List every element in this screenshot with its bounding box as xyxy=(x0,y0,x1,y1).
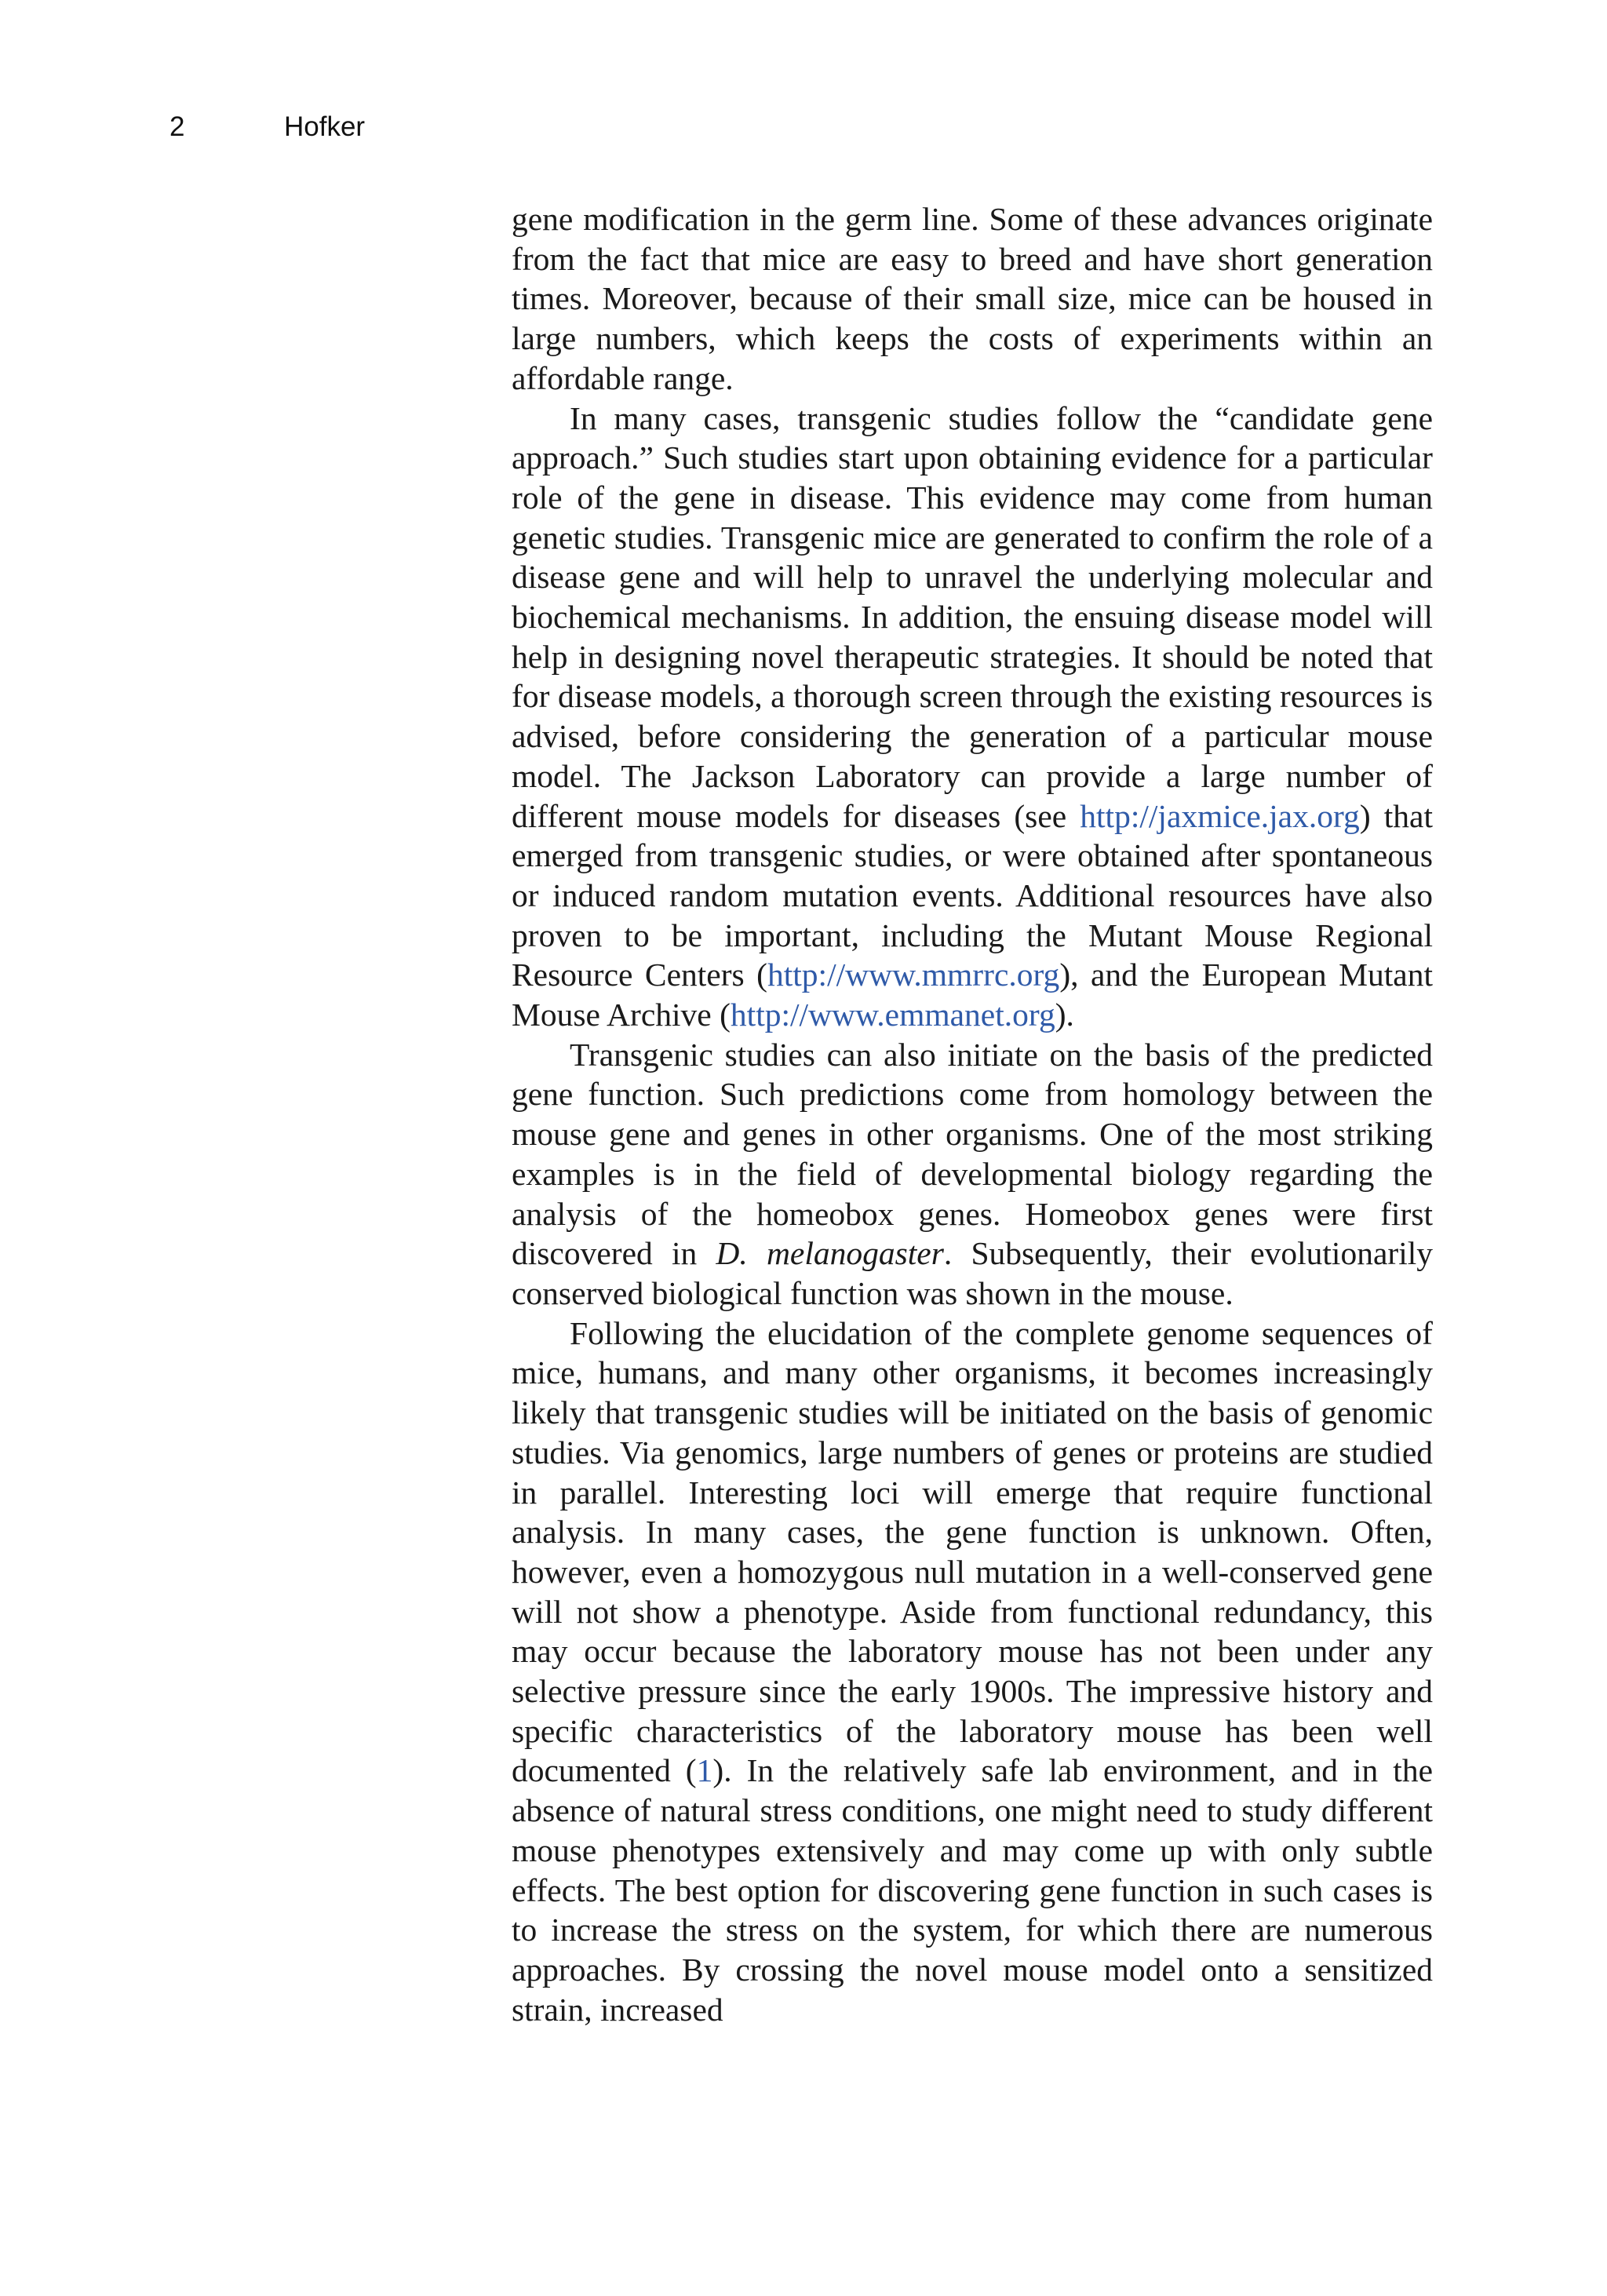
paragraph-2-text-b: ) that emerged from transgenic studies, or were obtained after spontaneous or induced random mutation events. Additional resources have also proven to be important, including the Mutant Mouse Regional Resource Centers ( xyxy=(512,797,1433,993)
body-text xyxy=(512,199,1433,2029)
paragraph-2-text-c: ), and the European Mutant Mouse Archive ( xyxy=(512,957,1434,1033)
paragraph-1-text: gene modification in the germ line. Some of these advances originate from the fact that mice are easy to breed and have short generation times. Moreover, because of their small size, mice can be housed in large numbers, which keeps the costs of experiments within an affordable range. xyxy=(512,201,1433,396)
paragraph-3 xyxy=(512,1035,1433,1314)
paragraph-4-text-b: ). In the relatively safe lab environment, and in the absence of natural stress conditions, one might need to study different mouse phenotypes extensively and may come up with only subtle effects. The best option for discovering gene function in such cases is to increase the stress on the system, for which there are numerous approaches. By crossing the novel mouse model onto a sensitized strain, increased xyxy=(512,1752,1434,2028)
paragraph-4-text-a: Following the elucidation of the complete genome sequences of mice, humans, and many other organisms, it becomes increasingly likely that transgenic studies will be initiated on the basis of genomic studies. Via genomics, large numbers of genes or proteins are studied in parallel. Interesting loci will emerge that require functional analysis. In many cases, the gene function is unknown. Often, however, even a homozygous null mutation in a well-conserved gene will not show a phenotype. Aside from functional redundancy, this may occur because the laboratory mouse has not been under any selective pressure since the early 1900s. The impressive history and specific characteristics of the laboratory mouse has been well documented ( xyxy=(512,1314,1433,1789)
paragraph-2-text-d: ). xyxy=(1055,997,1074,1033)
page-number: 2 xyxy=(169,111,185,142)
running-head-author: Hofker xyxy=(284,111,366,142)
running-head xyxy=(0,111,1607,151)
jax-link[interactable]: http://jaxmice.jax.org xyxy=(1080,797,1360,834)
citation-1[interactable]: 1 xyxy=(696,1752,713,1789)
paragraph-2 xyxy=(512,399,1433,1035)
paragraph-1 xyxy=(512,199,1433,399)
mmrrc-link[interactable]: http://www.mmrrc.org xyxy=(767,957,1060,993)
paragraph-3-text-b: . Subsequently, their evolutionarily conserved biological function was shown in the mouse. xyxy=(512,1235,1434,1311)
paragraph-4 xyxy=(512,1314,1433,2030)
species-name: D. melanogaster xyxy=(716,1235,944,1272)
emma-link[interactable]: http://www.emmanet.org xyxy=(730,997,1055,1033)
paragraph-3-text-a: Transgenic studies can also initiate on the basis of the predicted gene function. Such predictions come from homology between the mouse gene and genes in other organisms. One of the most striking examples is in the field of developmental biology regarding the analysis of the homeobox genes. Homeobox genes were first discovered in xyxy=(512,1036,1433,1272)
paragraph-2-text-a: In many cases, transgenic studies follow the “candidate gene approach.” Such studies start upon obtaining evidence for a particular role of the gene in disease. This evidence may come from human genetic studies. Transgenic mice are generated to confirm the role of a disease gene and will help to unravel the underlying molecular and biochemical mechanisms. In addition, the ensuing disease model will help in designing novel therapeutic strategies. It should be noted that for disease models, a thorough screen through the existing resources is advised, before considering the generation of a particular mouse model. The Jackson Laboratory can provide a large number of different mouse models for diseases (see xyxy=(512,399,1433,834)
